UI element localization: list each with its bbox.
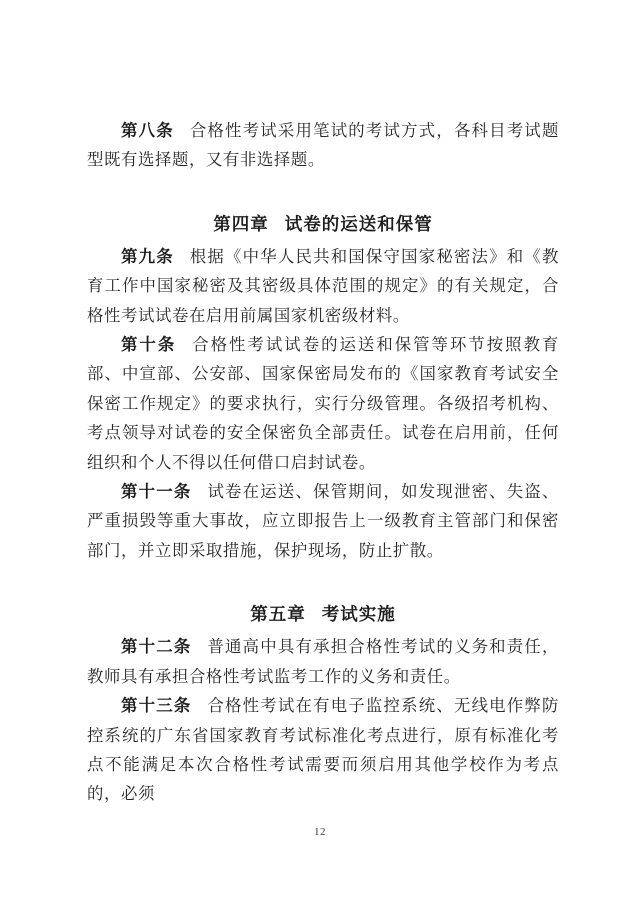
- chapter-title: 考试实施: [321, 604, 396, 625]
- article-text: 合格性考试采用笔试的考试方式，各科目考试题型既有选择题，又有非选择题。: [87, 121, 559, 170]
- document-body: [87, 116, 559, 809]
- chapter-heading: [87, 601, 559, 627]
- article-number: 第十二条: [121, 637, 192, 657]
- chapter-title: 试卷的运送和保管: [284, 213, 433, 234]
- article-number: 第十三条: [121, 696, 192, 716]
- article-paragraph: [87, 242, 559, 330]
- chapter-heading: [87, 211, 559, 237]
- chapter-number: 第四章: [213, 213, 269, 234]
- article-text: 根据《中华人民共和国保守国家秘密法》和《教育工作中国家秘密及其密级具体范围的规定》的有关规定，合格性考试试卷在启用前属国家机密级材料。: [87, 246, 559, 325]
- article-text: 普通高中具有承担合格性考试的义务和责任，教师具有承担合格性考试监考工作的义务和责任。: [87, 637, 559, 686]
- article-paragraph: [87, 691, 559, 809]
- article-paragraph: [87, 330, 559, 477]
- article-text: 合格性考试在有电子监控系统、无线电作弊防控系统的广东省国家教育考试标准化考点进行，原有标准化考点不能满足本次合格性考试需要而须启用其他学校作为考点的，必须: [87, 696, 559, 804]
- article-paragraph: [87, 116, 559, 175]
- article-number: 第十条: [121, 335, 177, 355]
- article-paragraph: [87, 632, 559, 691]
- chapter-number: 第五章: [250, 604, 306, 625]
- article-text: 试卷在运送、保管期间，如发现泄密、失盗、严重损毁等重大事故，应立即报告上一级教育主管部门和保密部门，并立即采取措施，保护现场，防止扩散。: [87, 482, 559, 560]
- article-number: 第八条: [121, 121, 174, 140]
- article-text: 合格性考试试卷的运送和保管等环节按照教育部、中宣部、公安部、国家保密局发布的《国家教育考试安全保密工作规定》的要求执行，实行分级管理。各级招考机构、考点领导对试卷的安全保密负全部责任。试卷在启用前，任何组织和个人不得以任何借口启封试卷。: [87, 335, 559, 472]
- article-paragraph: [87, 477, 559, 565]
- page-number: 12: [314, 826, 326, 838]
- article-number: 第九条: [121, 246, 174, 266]
- article-number: 第十一条: [121, 482, 192, 502]
